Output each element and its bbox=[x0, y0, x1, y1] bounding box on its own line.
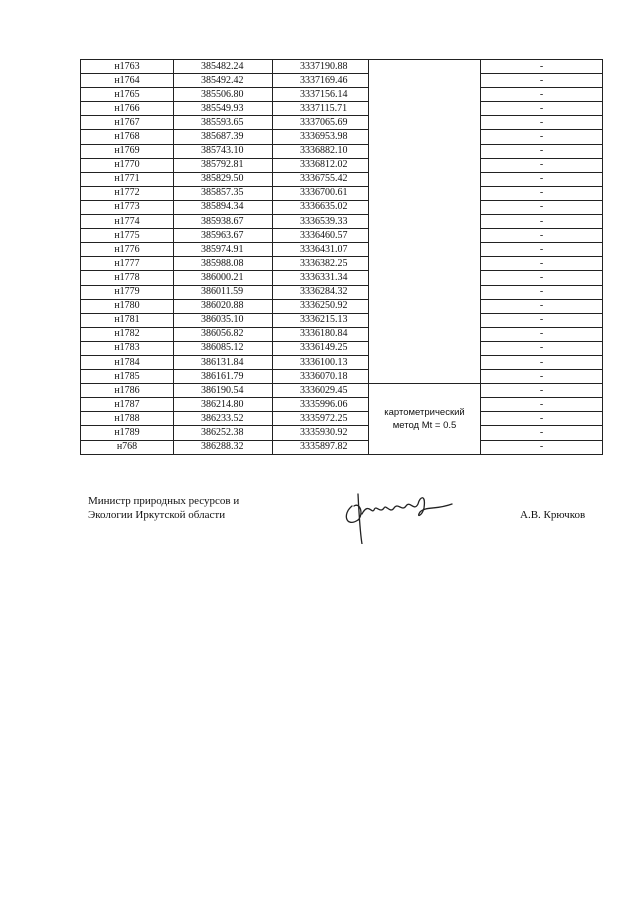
note-cell: - bbox=[481, 370, 603, 384]
note-cell: - bbox=[481, 313, 603, 327]
note-cell: - bbox=[481, 384, 603, 398]
point-id-cell: н1784 bbox=[81, 355, 174, 369]
point-id-cell: н1771 bbox=[81, 172, 174, 186]
note-cell: - bbox=[481, 200, 603, 214]
y-coordinate-cell: 3336250.92 bbox=[273, 299, 369, 313]
x-coordinate-cell: 385549.93 bbox=[174, 102, 273, 116]
x-coordinate-cell: 386020.88 bbox=[174, 299, 273, 313]
note-cell: - bbox=[481, 215, 603, 229]
minister-title bbox=[88, 494, 239, 522]
y-coordinate-cell: 3336100.13 bbox=[273, 355, 369, 369]
point-id-cell: н1765 bbox=[81, 88, 174, 102]
note-cell: - bbox=[481, 88, 603, 102]
point-id-cell: н1773 bbox=[81, 200, 174, 214]
x-coordinate-cell: 385506.80 bbox=[174, 88, 273, 102]
table-row bbox=[81, 313, 603, 327]
point-id-cell: н1783 bbox=[81, 341, 174, 355]
y-coordinate-cell: 3336215.13 bbox=[273, 313, 369, 327]
y-coordinate-cell: 3335996.06 bbox=[273, 398, 369, 412]
method-cell bbox=[369, 384, 481, 454]
note-cell: - bbox=[481, 172, 603, 186]
table-row bbox=[81, 215, 603, 229]
x-coordinate-cell: 386190.54 bbox=[174, 384, 273, 398]
x-coordinate-cell: 386011.59 bbox=[174, 285, 273, 299]
point-id-cell: н1778 bbox=[81, 271, 174, 285]
note-cell: - bbox=[481, 271, 603, 285]
point-id-cell: н1770 bbox=[81, 158, 174, 172]
x-coordinate-cell: 386161.79 bbox=[174, 370, 273, 384]
x-coordinate-cell: 385792.81 bbox=[174, 158, 273, 172]
table-row bbox=[81, 370, 603, 384]
note-cell: - bbox=[481, 327, 603, 341]
table-row bbox=[81, 426, 603, 440]
y-coordinate-cell: 3337169.46 bbox=[273, 74, 369, 88]
table-row bbox=[81, 200, 603, 214]
table-row bbox=[81, 398, 603, 412]
point-id-cell: н1786 bbox=[81, 384, 174, 398]
y-coordinate-cell: 3336149.25 bbox=[273, 341, 369, 355]
note-cell: - bbox=[481, 285, 603, 299]
y-coordinate-cell: 3337065.69 bbox=[273, 116, 369, 130]
y-coordinate-cell: 3336284.32 bbox=[273, 285, 369, 299]
method-line: метод Mt = 0.5 bbox=[392, 419, 457, 431]
x-coordinate-cell: 386131.84 bbox=[174, 355, 273, 369]
note-cell: - bbox=[481, 144, 603, 158]
table-row bbox=[81, 229, 603, 243]
y-coordinate-cell: 3336755.42 bbox=[273, 172, 369, 186]
note-cell: - bbox=[481, 229, 603, 243]
y-coordinate-cell: 3336180.84 bbox=[273, 327, 369, 341]
x-coordinate-cell: 385687.39 bbox=[174, 130, 273, 144]
x-coordinate-cell: 386035.10 bbox=[174, 313, 273, 327]
y-coordinate-cell: 3337190.88 bbox=[273, 60, 369, 74]
x-coordinate-cell: 385963.67 bbox=[174, 229, 273, 243]
note-cell: - bbox=[481, 74, 603, 88]
table-row bbox=[81, 285, 603, 299]
y-coordinate-cell: 3336882.10 bbox=[273, 144, 369, 158]
note-cell: - bbox=[481, 102, 603, 116]
point-id-cell: н1781 bbox=[81, 313, 174, 327]
note-cell: - bbox=[481, 426, 603, 440]
table-row bbox=[81, 88, 603, 102]
table-row bbox=[81, 74, 603, 88]
y-coordinate-cell: 3337156.14 bbox=[273, 88, 369, 102]
table-row bbox=[81, 144, 603, 158]
y-coordinate-cell: 3336635.02 bbox=[273, 200, 369, 214]
point-id-cell: н1772 bbox=[81, 186, 174, 200]
x-coordinate-cell: 386000.21 bbox=[174, 271, 273, 285]
table-row bbox=[81, 172, 603, 186]
y-coordinate-cell: 3335930.92 bbox=[273, 426, 369, 440]
note-cell: - bbox=[481, 398, 603, 412]
point-id-cell: н1777 bbox=[81, 257, 174, 271]
table-row bbox=[81, 116, 603, 130]
point-id-cell: н1785 bbox=[81, 370, 174, 384]
table-row bbox=[81, 158, 603, 172]
x-coordinate-cell: 385482.24 bbox=[174, 60, 273, 74]
method-cell-empty bbox=[369, 60, 481, 384]
note-cell: - bbox=[481, 412, 603, 426]
x-coordinate-cell: 386233.52 bbox=[174, 412, 273, 426]
x-coordinate-cell: 386288.32 bbox=[174, 440, 273, 454]
y-coordinate-cell: 3336029.45 bbox=[273, 384, 369, 398]
x-coordinate-cell: 385492.42 bbox=[174, 74, 273, 88]
point-id-cell: н1782 bbox=[81, 327, 174, 341]
x-coordinate-cell: 386085.12 bbox=[174, 341, 273, 355]
table-row bbox=[81, 271, 603, 285]
point-id-cell: н1774 bbox=[81, 215, 174, 229]
y-coordinate-cell: 3336431.07 bbox=[273, 243, 369, 257]
y-coordinate-cell: 3335972.25 bbox=[273, 412, 369, 426]
x-coordinate-cell: 385829.50 bbox=[174, 172, 273, 186]
x-coordinate-cell: 386252.38 bbox=[174, 426, 273, 440]
note-cell: - bbox=[481, 257, 603, 271]
x-coordinate-cell: 385857.35 bbox=[174, 186, 273, 200]
point-id-cell: н1766 bbox=[81, 102, 174, 116]
point-id-cell: н1763 bbox=[81, 60, 174, 74]
signer-name: А.В. Крючков bbox=[520, 509, 586, 521]
note-cell: - bbox=[481, 440, 603, 454]
y-coordinate-cell: 3336812.02 bbox=[273, 158, 369, 172]
table-row bbox=[81, 355, 603, 369]
x-coordinate-cell: 386214.80 bbox=[174, 398, 273, 412]
point-id-cell: н1769 bbox=[81, 144, 174, 158]
point-id-cell: н1779 bbox=[81, 285, 174, 299]
table-row bbox=[81, 102, 603, 116]
note-cell: - bbox=[481, 116, 603, 130]
table-row bbox=[81, 341, 603, 355]
note-cell: - bbox=[481, 243, 603, 257]
y-coordinate-cell: 3336070.18 bbox=[273, 370, 369, 384]
x-coordinate-cell: 385894.34 bbox=[174, 200, 273, 214]
table-row bbox=[81, 299, 603, 313]
note-cell: - bbox=[481, 355, 603, 369]
table-row bbox=[81, 327, 603, 341]
x-coordinate-cell: 385988.08 bbox=[174, 257, 273, 271]
coordinates-table bbox=[80, 59, 603, 455]
x-coordinate-cell: 385743.10 bbox=[174, 144, 273, 158]
table-row bbox=[81, 243, 603, 257]
point-id-cell: н1776 bbox=[81, 243, 174, 257]
note-cell: - bbox=[481, 341, 603, 355]
table-row bbox=[81, 130, 603, 144]
table-row bbox=[81, 412, 603, 426]
table-row bbox=[81, 60, 603, 74]
x-coordinate-cell: 385974.91 bbox=[174, 243, 273, 257]
note-cell: - bbox=[481, 60, 603, 74]
point-id-cell: н1768 bbox=[81, 130, 174, 144]
y-coordinate-cell: 3336382.25 bbox=[273, 257, 369, 271]
table-row bbox=[81, 257, 603, 271]
y-coordinate-cell: 3335897.82 bbox=[273, 440, 369, 454]
y-coordinate-cell: 3336460.57 bbox=[273, 229, 369, 243]
point-id-cell: н1789 bbox=[81, 426, 174, 440]
note-cell: - bbox=[481, 130, 603, 144]
y-coordinate-cell: 3336331.34 bbox=[273, 271, 369, 285]
y-coordinate-cell: 3336700.61 bbox=[273, 186, 369, 200]
x-coordinate-cell: 385593.65 bbox=[174, 116, 273, 130]
point-id-cell: н1780 bbox=[81, 299, 174, 313]
method-line: картометрический bbox=[384, 406, 465, 418]
note-cell: - bbox=[481, 299, 603, 313]
point-id-cell: н1767 bbox=[81, 116, 174, 130]
point-id-cell: н1788 bbox=[81, 412, 174, 426]
point-id-cell: н1787 bbox=[81, 398, 174, 412]
minister-title-line1: Министр природных ресурсов и bbox=[88, 495, 240, 507]
x-coordinate-cell: 386056.82 bbox=[174, 327, 273, 341]
y-coordinate-cell: 3336539.33 bbox=[273, 215, 369, 229]
point-id-cell: н1775 bbox=[81, 229, 174, 243]
coordinates-table-body bbox=[81, 60, 603, 455]
table-row bbox=[81, 384, 603, 398]
x-coordinate-cell: 385938.67 bbox=[174, 215, 273, 229]
point-id-cell: н768 bbox=[81, 440, 174, 454]
note-cell: - bbox=[481, 158, 603, 172]
minister-title-line2: Экологии Иркутской области bbox=[88, 509, 226, 521]
y-coordinate-cell: 3337115.71 bbox=[273, 102, 369, 116]
table-row bbox=[81, 186, 603, 200]
y-coordinate-cell: 3336953.98 bbox=[273, 130, 369, 144]
table-row bbox=[81, 440, 603, 454]
point-id-cell: н1764 bbox=[81, 74, 174, 88]
handwritten-signature bbox=[340, 484, 460, 544]
note-cell: - bbox=[481, 186, 603, 200]
